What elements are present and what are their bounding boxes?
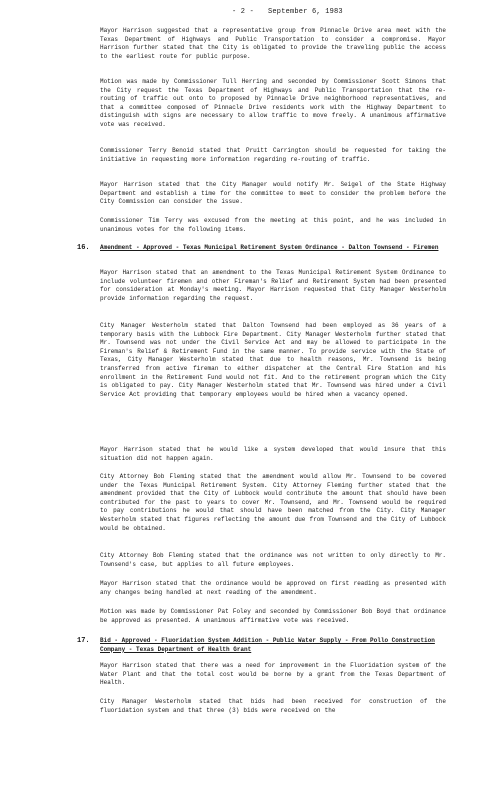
paragraph-ordinance-scope: City Attorney Bob Fleming stated that the ordinance was not written to only directly to Mr. Townsend's case, but applies to all future employees. <box>100 552 446 568</box>
item-title: Bid - Approved - Fluoridation System Addition - Public Water Supply - From Pollo Construction Company - Texas Department of Health Grant <box>100 637 435 653</box>
paragraph-motion-ordinance: Motion was made by Commissioner Pat Foley and seconded by Commissioner Bob Boyd that ordinance be approved as presented. A unanimous affirmative vote was received. <box>100 608 446 624</box>
paragraph-mayor-system: Mayor Harrison stated that he would like a system developed that would insure that this situation did not happen again. <box>100 446 446 462</box>
meeting-date: September 6, 1983 <box>268 8 343 16</box>
page-header <box>0 8 492 20</box>
paragraph-city-attorney-amendment: City Attorney Bob Fleming stated that the amendment would allow Mr. Townsend to be covered under the Texas Municipal Retirement System. City Attorney Fleming further stated that the amendment provided that the City of Lubbock would contribute the amount that should have been contributed for the past to years to cover Mr. Townsend, and Mr. Townsend would be required to pay contributions he would that should have been matched from the City. City Manager Westerholm stated that figures reflecting the amount due from Townsend and the City of Lubbock would be obtained. <box>100 473 446 532</box>
paragraph-fluoridation-bids: City Manager Westerholm stated that bids had been received for construction of the fluoridation system and that three (3) bids were received on the <box>100 698 446 714</box>
paragraph-first-reading: Mayor Harrison stated that the ordinance would be approved on first reading as presented with any changes being handled at next reading of the amendment. <box>100 580 446 596</box>
item-title: Amendment - Approved - Texas Municipal Retirement System Ordinance - Dalton Townsend - Firemen <box>100 244 439 251</box>
item-number: 17. <box>77 637 90 645</box>
paragraph-townsend-background: City Manager Westerholm stated that Dalton Townsend had been employed as 36 years of a temporary basis with the Lubbock Fire Department. City Manager Westerholm further stated that Mr. Townsend was not under the Civil Service Act and may be allowed to participate in the Fireman's Relief & Retirement Fund in the same manner. To provide service with the State of Texas, City Manager Westerholm stated that due to health reasons, Mr. Townsend is being transferred from active fireman to either dispatcher at the Central Fire Station and his enrollment in the Retirement Fund would not fit. And to the retirement program which the City is obligated to pay. City Manager Westerholm stated that Mr. Townsend was hired under a Civil Service Act providing that temporary employees would be hired when a vacancy opened. <box>100 322 446 398</box>
paragraph-amendment-intro: Mayor Harrison stated that an amendment to the Texas Municipal Retirement System Ordinance to include volunteer firemen and other Fireman's Relief and Retirement System had been presented for consideration at Monday's meeting. Mayor Harrison requested that City Manager Westerholm provide information regarding the request. <box>100 269 446 302</box>
paragraph-city-manager-notify: Mayor Harrison stated that the City Manager would notify Mr. Seigel of the State Highway Department and establish a time for the committee to meet to consider the problem before the City Commission can consider the issue. <box>100 181 446 206</box>
paragraph-fluoridation-need: Mayor Harrison stated that there was a need for improvement in the Fluoridation system of the Water Plant and that the total cost would be borne by a grant from the Texas Department of Health. <box>100 662 446 687</box>
paragraph-motion-rerouting: Motion was made by Commissioner Tull Herring and seconded by Commissioner Scott Simons that the City request the Texas Department of Highways and Public Transportation that the re-routing of traffic out onto to proposed by Pinnacle Drive neighborhood representatives, and that a committee composed of Pinnacle Drive residents work with the Highway Department to distinguish with signs are necessary to allow traffic to move freely. A unanimous affirmative vote was received. <box>100 78 446 128</box>
item-number: 16. <box>77 244 90 252</box>
page-number: - 2 - <box>232 8 255 16</box>
paragraph-highway-compromise: Mayor Harrison suggested that a representative group from Pinnacle Drive area meet with the Texas Department of Highways and Public Transportation to consider a compromise. Mayor Harrison further stated that the City is obligated to provide the traveling public the access to the earliest route for public purpose. <box>100 27 446 60</box>
paragraph-commissioner-excused: Commissioner Tim Terry was excused from the meeting at this point, and he was included in unanimous votes for the following items. <box>100 217 446 233</box>
paragraph-commissioner-comment: Commissioner Terry Benoid stated that Pruitt Carrington should be requested for taking the initiative in requesting more information regarding re-routing of traffic. <box>100 147 446 163</box>
